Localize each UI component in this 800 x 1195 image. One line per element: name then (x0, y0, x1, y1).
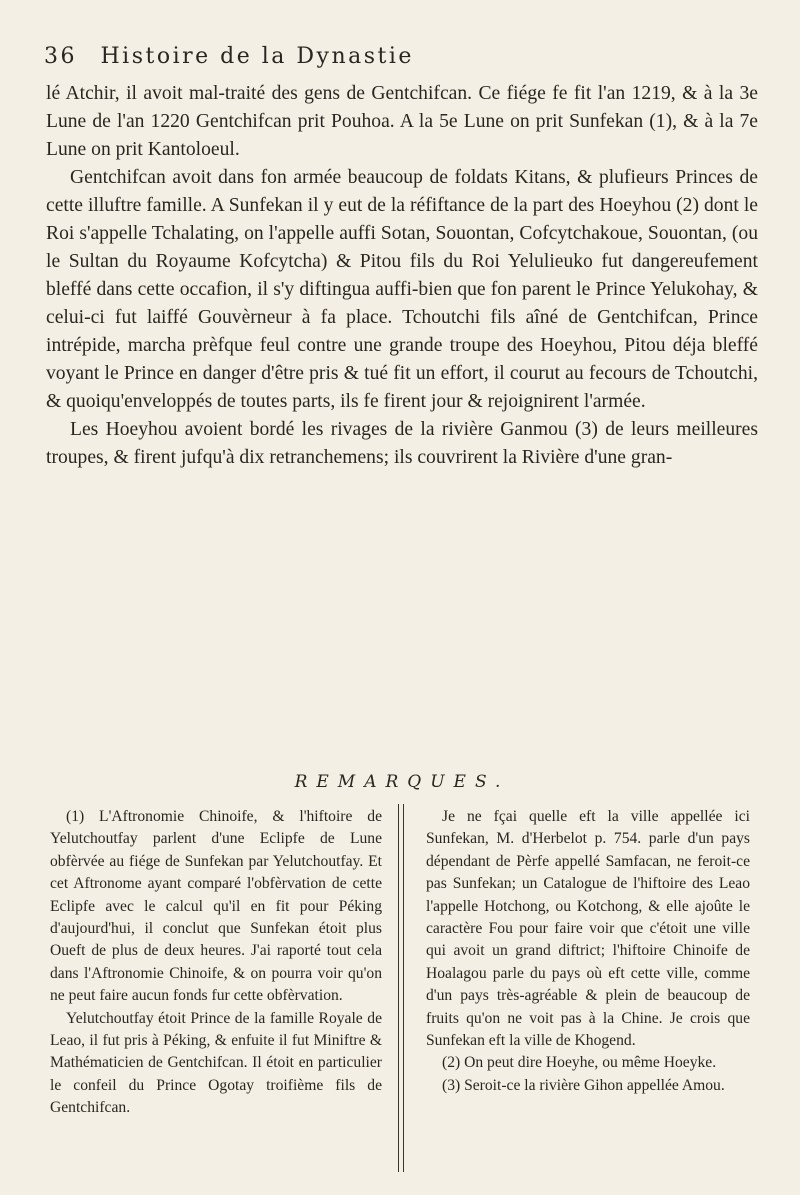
footnote: (1) L'Aftronomie Chinoife, & l'hiftoire de Yelutchoutfay parlent d'une Eclipfe de Lune obfèrvée au fiége de Sunfekan par Yelutchoutfay. Et cet Aftronome ayant comparé l'obfèrvation de cette Eclipfe avec le calcul qu'il en fit pour Péking d'aujourd'hui, il conclut que Sunfekan étoit plus Oueft de plus de deux heures. J'ai raporté tout cela dans l'Aftronomie Chinoife, & on pourra voir qu'on ne peut faire aucun fonds fur cette obfèrvation. (50, 808, 382, 1005)
running-title: Histoire de la Dynastie (100, 44, 414, 69)
column-divider (403, 804, 404, 1172)
footnote: Yelutchoutfay étoit Prince de la famille Royale de Leao, il fut pris à Péking, & enfuite il fut Miniftre & Mathématicien de Gentchifcan. Il étoit en particulier le confeil du Prince Ogotay troifième fils de Gentchifcan. (50, 1009, 382, 1117)
paragraph: Les Hoeyhou avoient bordé les rivages de la rivière Ganmou (3) de leurs meilleures troupes, & firent jufqu'à dix retranchemens; ils couvrirent la Rivière d'une gran- (46, 419, 758, 468)
footnote: Je ne fçai quelle eft la ville appellée ici Sunfekan, M. d'Herbelot p. 754. parle d'un pays dépendant de Pèrfe appellé Samfacan, ne feroit-ce pas Sunfekan; un Catalogue de l'hiftoire des Leao l'appelle Hotchong, ou Kotchong, & elle ajoûte le caractère Fou pour faire voir que c'étoit une ville qui avoit un grand diftrict; l'hiftoire Chinoife de Hoalagou parle du pays où eft cette ville, comme d'un pays très-agréable & plein de beaucoup de fruits qu'on ne voit pas à la Chine. Je crois que Sunfekan eft la ville de Khogend. (426, 808, 750, 1050)
remarques-heading: REMARQUES. (294, 772, 510, 792)
footnote: (2) On peut dire Hoeyhe, ou même Hoeyke. (442, 1054, 717, 1072)
column-divider (398, 804, 399, 1172)
paragraph: Gentchifcan avoit dans fon armée beaucoup de foldats Kitans, & plufieurs Princes de cette illuftre famille. A Sunfekan il y eut de la réfiftance de la part des Hoeyhou (2) dont le Roi s'appelle Tchalating, on l'appelle auffi Sotan, Souontan, Cofcytchakoue, Souontan, (ou le Sultan du Royaume Kofcytcha) & Pitou fils du Roi Yelulieuko fut dangereufement bleffé dans cette occafion, il s'y diftingua auffi-bien que fon parent le Prince Yelukohay, & celui-ci fut laiffé Gouvèrneur à fa place. Tchoutchi fils aîné de Gentchifcan, Prince intrépide, marcha prèfque feul contre une grande troupe des Hoeyhou, Pitou déja bleffé voyant le Prince en danger d'être pris & tué fit un effort, il courut au fecours de Tchoutchi, & quoiqu'enveloppés de toutes parts, ils fe firent jour & rejoignirent l'armée. (46, 167, 758, 412)
notes-left-column (50, 806, 382, 1120)
main-text (46, 80, 758, 472)
running-header (44, 44, 760, 69)
page-number: 36 (44, 44, 77, 69)
notes-right-column (426, 806, 750, 1097)
footnote: (3) Seroit-ce la rivière Gihon appellée Amou. (442, 1076, 725, 1094)
paragraph: lé Atchir, il avoit mal-traité des gens de Gentchifcan. Ce fiége fe fit l'an 1219, & à la 3e Lune de l'an 1220 Gentchifcan prit Pouhoa. A la 5e Lune on prit Sunfekan (1), & à la 7e Lune on prit Kantoloeul. (46, 83, 758, 160)
